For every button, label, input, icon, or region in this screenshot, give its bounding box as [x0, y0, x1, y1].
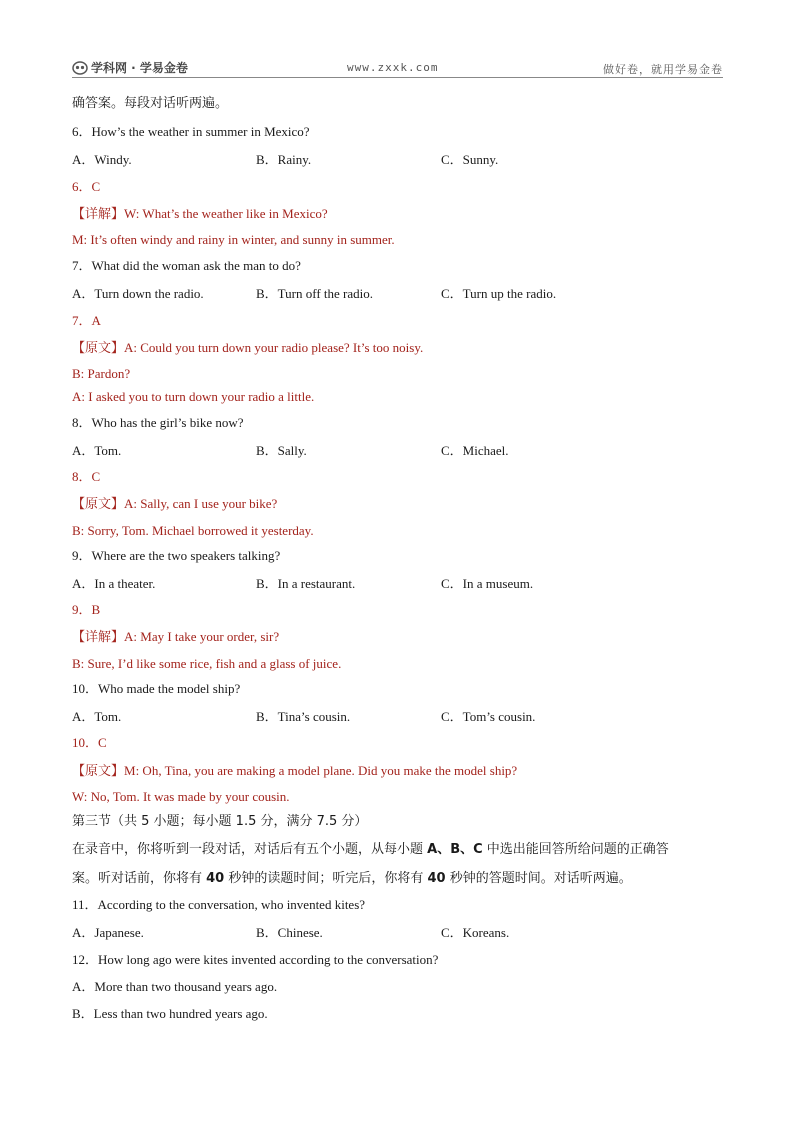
logo-text: 学科网 · 学易金卷	[91, 61, 188, 75]
question-6-option-a: A．Windy.	[72, 152, 132, 167]
instr-text: 案。听对话前，你将有	[72, 871, 207, 886]
question-7-option-c: C．Turn up the radio.	[441, 286, 557, 301]
question-10-option-b: B．Tina’s cousin.	[256, 709, 351, 724]
section-3-instructions-line-2	[72, 871, 632, 887]
question-7-option-a: A．Turn down the radio.	[72, 286, 204, 301]
transcript-7-line-2: B: Pardon?	[72, 366, 131, 381]
question-12-stem: 12．How long ago were kites invented according to the conversation?	[72, 952, 439, 967]
explanation-9-line-2: B: Sure, I’d like some rice, fish and a glass of juice.	[72, 656, 342, 671]
transcript-7-line-1	[72, 340, 423, 357]
instr-text: 秒钟的答题时间。对话听两遍。	[445, 871, 632, 886]
answer-6: 6．C	[72, 179, 101, 194]
explanation-tag: 【详解】	[72, 630, 125, 645]
answer-7: 7．A	[72, 313, 101, 328]
instr-bold: 40	[206, 871, 225, 886]
transcript-tag: 【原文】	[72, 497, 125, 512]
instr-text: 秒钟的读题时间；听完后，你将有	[224, 871, 428, 886]
question-6-option-c: C．Sunny.	[441, 152, 499, 167]
question-11-option-c: C．Koreans.	[441, 925, 510, 940]
instr-bold: 40	[427, 871, 446, 886]
transcript-7-line-3: A: I asked you to turn down your radio a little.	[72, 389, 315, 404]
intro-tail: 确答案。每段对话听两遍。	[72, 96, 229, 111]
site-url[interactable]: www.zxxk.com	[347, 61, 439, 74]
transcript-text: M: Oh, Tina, you are making a model plane. Did you make the model ship?	[124, 763, 518, 778]
question-10-option-a: A．Tom.	[72, 709, 122, 724]
question-12-option-a: A．More than two thousand years ago.	[72, 979, 278, 994]
logo-icon	[72, 61, 88, 75]
question-12-option-b: B．Less than two hundred years ago.	[72, 1006, 268, 1021]
question-9-option-b: B．In a restaurant.	[256, 576, 356, 591]
question-6-stem: 6．How’s the weather in summer in Mexico?	[72, 124, 310, 139]
logo	[72, 59, 188, 76]
question-7-option-b: B．Turn off the radio.	[256, 286, 374, 301]
answer-8: 8．C	[72, 469, 101, 484]
section-3-title: 第三节（共 5 小题；每小题 1.5 分，满分 7.5 分）	[72, 814, 368, 829]
transcript-8-line-2: B: Sorry, Tom. Michael borrowed it yesterday.	[72, 523, 314, 538]
question-9-option-c: C．In a museum.	[441, 576, 534, 591]
transcript-10-line-1	[72, 763, 517, 780]
question-9-stem: 9．Where are the two speakers talking?	[72, 548, 281, 563]
transcript-text: A: Sally, can I use your bike?	[124, 496, 278, 511]
explanation-text: A: May I take your order, sir?	[124, 629, 280, 644]
question-11-option-b: B．Chinese.	[256, 925, 323, 940]
question-10-stem: 10．Who made the model ship?	[72, 681, 241, 696]
explanation-9-line-1	[72, 629, 279, 646]
transcript-text: A: Could you turn down your radio please? It’s too noisy.	[124, 340, 424, 355]
question-7-stem: 7．What did the woman ask the man to do?	[72, 258, 301, 273]
question-8-stem: 8．Who has the girl’s bike now?	[72, 415, 244, 430]
header-divider	[72, 77, 723, 78]
transcript-tag: 【原文】	[72, 341, 125, 356]
transcript-10-line-2: W: No, Tom. It was made by your cousin.	[72, 789, 290, 804]
question-11-option-a: A．Japanese.	[72, 925, 144, 940]
instr-text: 在录音中，你将听到一段对话，对话后有五个小题，从每小题	[72, 842, 428, 857]
transcript-8-line-1	[72, 496, 277, 513]
explanation-text: W: What’s the weather like in Mexico?	[124, 206, 328, 221]
question-8-option-b: B．Sally.	[256, 443, 307, 458]
header-slogan: 做好卷，就用学易金卷	[603, 63, 723, 76]
explanation-6-line-1	[72, 206, 328, 223]
instr-text: 中选出能回答所给问题的正确答	[482, 842, 669, 857]
transcript-tag: 【原文】	[72, 764, 125, 779]
page-header	[72, 58, 723, 78]
explanation-tag: 【详解】	[72, 207, 125, 222]
question-8-option-c: C．Michael.	[441, 443, 509, 458]
question-9-option-a: A．In a theater.	[72, 576, 156, 591]
question-10-option-c: C．Tom’s cousin.	[441, 709, 536, 724]
question-8-option-a: A．Tom.	[72, 443, 122, 458]
answer-10: 10．C	[72, 735, 107, 750]
question-6-option-b: B．Rainy.	[256, 152, 312, 167]
instr-bold: A、B、C	[427, 842, 483, 857]
section-3-instructions-line-1	[72, 842, 669, 858]
question-11-stem: 11．According to the conversation, who invented kites?	[72, 897, 366, 912]
explanation-6-line-2: M: It’s often windy and rainy in winter, and sunny in summer.	[72, 232, 395, 247]
answer-9: 9．B	[72, 602, 101, 617]
